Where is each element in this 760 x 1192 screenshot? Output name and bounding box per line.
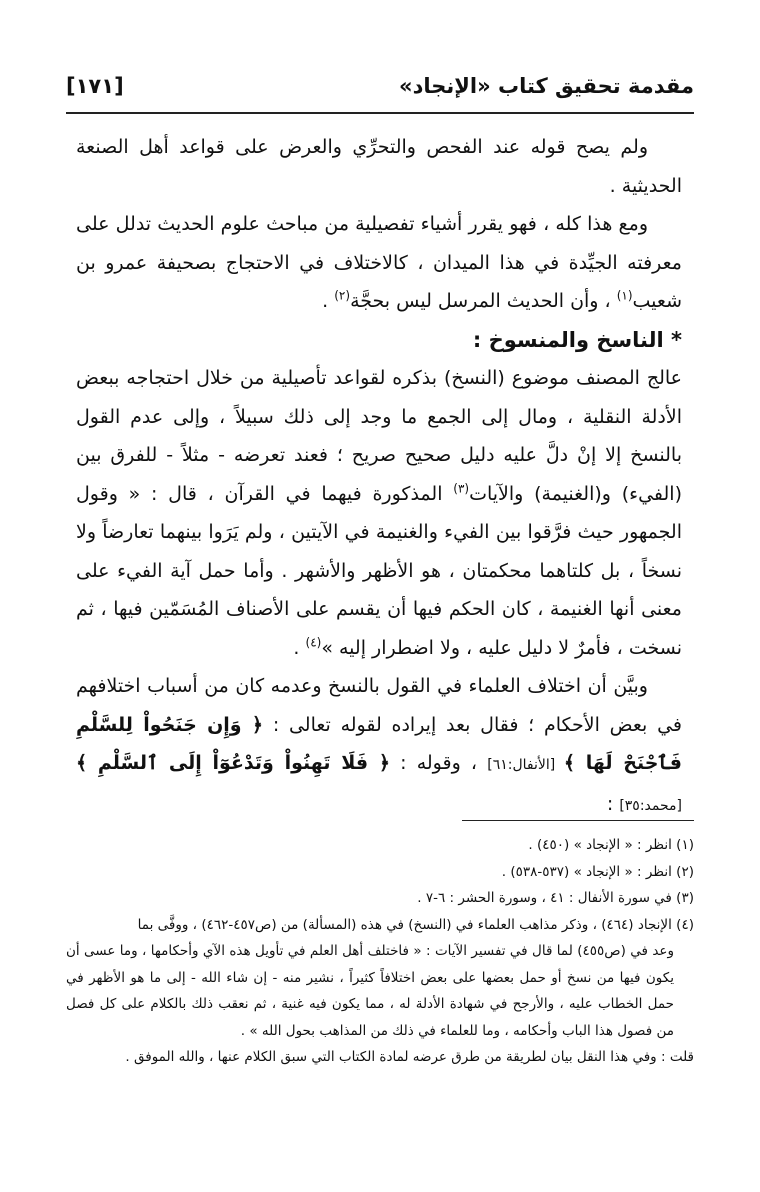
- verse-reference-2: [محمد:٣٥]: [619, 797, 682, 814]
- running-header: [66, 66, 694, 106]
- main-text: [76, 128, 682, 825]
- header-divider: [66, 112, 694, 114]
- footnotes: [66, 832, 694, 1071]
- section-heading: * الناسخ والمنسوخ :: [472, 327, 682, 352]
- paragraph-3: عالج المصنف موضوع (النسخ) بذكره لقواعد تأصيلية من خلال احتجاجه ببعض الأدلة النقلية ، ومال إلى الجمع ما وجد إلى ذلك سبيلاً ، وإلى عدم القول بالنسخ إلا إنْ دلَّ عليه دليل صحيح صريح ؛ فعند تعرضه - مثلاً - للفرق بين (الفيء) و(الغنيمة) والآيات$^{(٣)}$ المذكورة فيهما في القرآن ، قال : « وقول الجمهور حيث فرَّقوا بين الفيء والغنيمة في الآيتين ، ولم يَرَوا بينهما تعارضاً ولا نسخاً ، بل كلتاهما محكمتان ، هو الأظهر والأشهر . وأما حمل آية الفيء على معنى أنها الغنيمة ، كان الحكم فيها أن يقسم على الأصناف المُسَمّين فيها ، ثم نسخت ، فأمرٌ لا دليل عليه ، ولا اضطرار إليه »$^{(٤)}$ .: [76, 367, 683, 659]
- footnote-ref-4: (٤): [305, 635, 322, 650]
- quran-verse-1: ﴿ وَإِن جَنَحُواْ لِلسَّلْمِ فَٱجْنَحْ لَهَا ﴾: [76, 713, 682, 774]
- footnote-3: (٣) في سورة الأنفال : ٤١ ، وسورة الحشر : ٦-٧ .: [417, 890, 694, 906]
- footnote-4: (٤) الإنجاد (٤٦٤) ، وذكر مذاهب العلماء في (النسخ) في هذه (المسألة) من (ص٤٥٧-٤٦٢) ، ووفَّى بما: [137, 916, 694, 933]
- page-number: [١٧١]: [66, 74, 124, 98]
- footnote-4-continued: وعد في (ص٤٥٥) لما قال في تفسير الآيات : « فاختلف أهل العلم في تأويل هذه الآي وأحكامها ، وما عسى أن يكون فيها من نسخ أو حمل بعضها على بعض اختلافاً كثيراً ، نشير منه - إن شاء الله - إلى ما هو الأظهر في حمل الخطاب عليه ، والأرجح في شهادة الأدلة له ، مما يكون فيه غنية ، ثم نعقب ذلك بالكلام على كل فصل من فصول هذا الباب وأحكامه ، وما للعلماء في ذلك من المذاهب بحول الله » .: [66, 943, 674, 1039]
- footnote-ref-1: (١): [616, 288, 633, 303]
- quran-verse-2: ﴿ فَلَا تَهِنُواْ وَتَدْعُوٓاْ إِلَى ٱلسَّلْمِ ﴾: [76, 752, 390, 774]
- paragraph-1: ولم يصح قوله عند الفحص والتحرِّي والعرض على قواعد أهل الصنعة الحديثية .: [76, 136, 682, 197]
- footnote-ref-2: (٢): [334, 288, 351, 303]
- footnote-note: قلت : وفي هذا النقل بيان لطريقة من طرق عرضه لمادة الكتاب التي سبق الكلام عنها ، والله الموفق .: [125, 1049, 694, 1065]
- footnote-ref-3: (٣): [453, 481, 470, 496]
- footnote-2: (٢) انظر : « الإنجاد » (٥٣٧-٥٣٨) .: [501, 863, 694, 880]
- verse-reference-1: [الأنفال:٦١]: [487, 757, 564, 773]
- paragraph-2: ومع هذا كله ، فهو يقرر أشياء تفصيلية من مباحث علوم الحديث تدلل على معرفته الجيِّدة في هذا الميدان ، كالاختلاف في الاحتجاج بصحيفة عمرو بن شعيب$^{(١)}$ ، وأن الحديث المرسل ليس بحجَّة$^{(٢)}$ .: [76, 213, 682, 312]
- paragraph-4: وبيَّن أن اختلاف العلماء في القول بالنسخ وعدمه كان من أسباب اختلافهم في بعض الأحكام ؛ فقال بعد إيراده لقوله تعالى : ﴿ وَإِن جَنَحُواْ لِلسَّلْمِ فَٱجْنَحْ لَهَا ﴾ [الأنفال:٦١] ، وقوله : ﴿ فَلَا تَهِنُواْ وَتَدْعُوٓاْ إِلَى ٱلسَّلْمِ ﴾ [محمد:٣٥] :: [76, 675, 682, 815]
- footnote-1: (١) انظر : « الإنجاد » (٤٥٠) .: [528, 837, 694, 853]
- footnote-divider: [462, 820, 694, 821]
- header-title: مقدمة تحقيق كتاب «الإنجاد»: [399, 74, 694, 98]
